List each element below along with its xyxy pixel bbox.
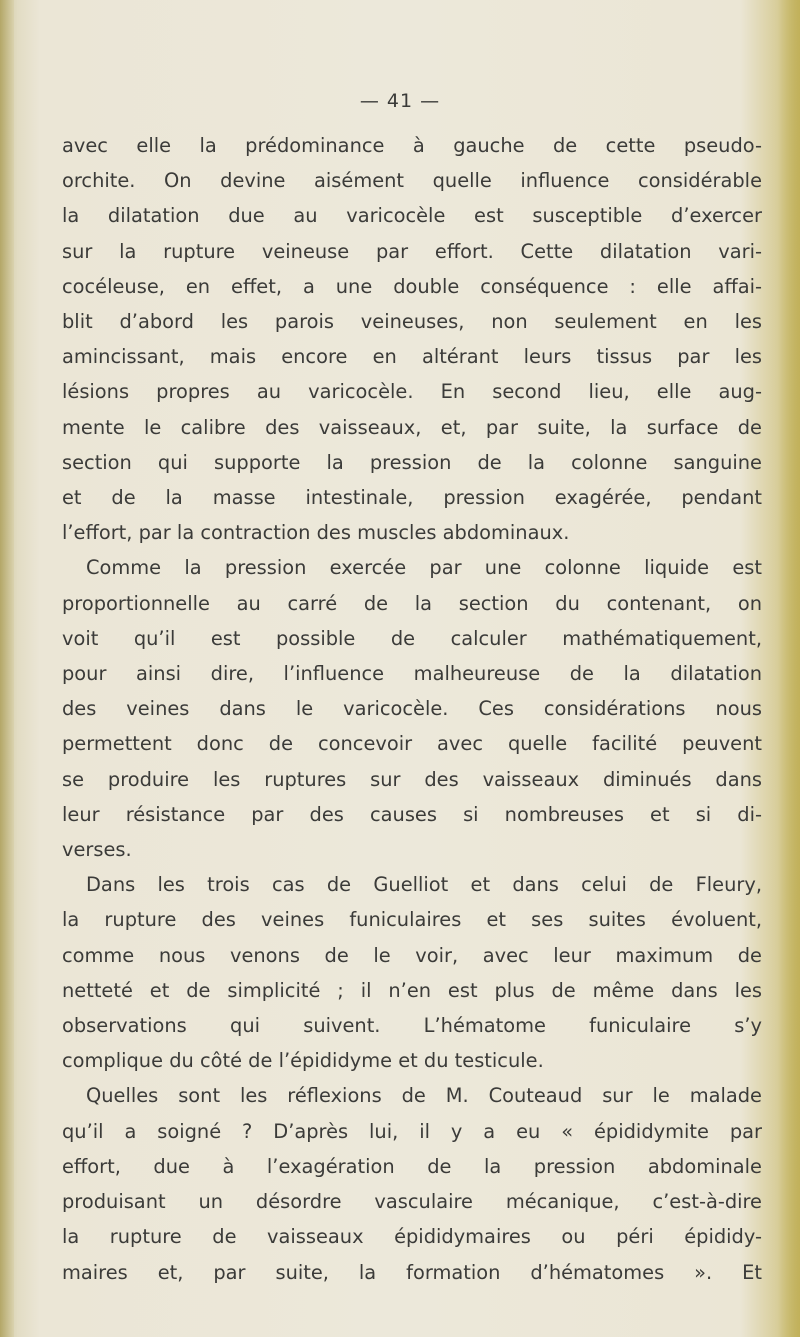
text-line: cocéleuse, en effet, a une double conséquence : elle affai- xyxy=(62,274,762,298)
text-line: proportionnelle au carré de la section du contenant, on xyxy=(62,591,762,615)
text-line: lésions propres au varicocèle. En second lieu, elle aug- xyxy=(62,380,762,404)
text-line: Comme la pression exercée par une colonne liquide est xyxy=(86,556,762,580)
text-line: avec elle la prédominance à gauche de cette pseudo- xyxy=(62,134,762,157)
text-line: Quelles sont les réflexions de M. Couteaud sur le malade xyxy=(86,1084,762,1108)
text-line: netteté et de simplicité ; il n’en est plus de même dans les xyxy=(62,978,762,1002)
text-line: amincissant, mais encore en altérant leurs tissus par les xyxy=(62,345,762,369)
text-line: Dans les trois cas de Guelliot et dans celui de Fleury, xyxy=(86,873,762,897)
text-line: complique du côté de l’épididyme et du testicule. xyxy=(62,1049,544,1073)
text-line: la rupture de vaisseaux épididymaires ou péri épididy- xyxy=(62,1225,762,1249)
text-line: et de la masse intestinale, pression exagérée, pendant xyxy=(62,486,762,510)
text-line: voit qu’il est possible de calculer mathématiquement, xyxy=(62,626,762,650)
text-line: maires et, par suite, la formation d’hématomes ». Et xyxy=(62,1260,762,1284)
text-line: des veines dans le varicocèle. Ces considérations nous xyxy=(62,697,762,721)
text-line: la rupture des veines funiculaires et ses suites évoluent, xyxy=(62,908,762,932)
text-line: la dilatation due au varicocèle est susceptible d’exercer xyxy=(62,204,762,228)
text-line: produisant un désordre vasculaire mécanique, c’est-à-dire xyxy=(62,1190,762,1214)
text-line: permettent donc de concevoir avec quelle facilité peuvent xyxy=(62,732,762,756)
text-line: mente le calibre des vaisseaux, et, par suite, la surface de xyxy=(62,415,762,439)
text-line: section qui supporte la pression de la colonne sanguine xyxy=(62,450,762,474)
text-line: pour ainsi dire, l’influence malheureuse de la dilatation xyxy=(62,662,762,686)
page-number: — 41 — xyxy=(359,90,441,112)
text-line: observations qui suivent. L’hématome funiculaire s’y xyxy=(62,1014,762,1038)
text-line: qu’il a soigné ? D’après lui, il y a eu « épididymite par xyxy=(62,1119,762,1143)
text-line: orchite. On devine aisément quelle influence considérable xyxy=(62,169,762,193)
text-line: se produire les ruptures sur des vaisseaux diminués dans xyxy=(62,767,762,791)
text-line: comme nous venons de le voir, avec leur maximum de xyxy=(62,943,762,967)
text-line: l’effort, par la contraction des muscles abdominaux. xyxy=(62,521,570,545)
text-line: sur la rupture veineuse par effort. Cette dilatation vari- xyxy=(62,239,762,263)
text-line: effort, due à l’exagération de la pression abdominale xyxy=(62,1154,762,1178)
text-line: verses. xyxy=(62,838,132,862)
text-line: leur résistance par des causes si nombreuses et si di- xyxy=(62,802,762,826)
body-text xyxy=(62,128,762,1290)
text-line: blit d’abord les parois veineuses, non seulement en les xyxy=(62,310,762,334)
